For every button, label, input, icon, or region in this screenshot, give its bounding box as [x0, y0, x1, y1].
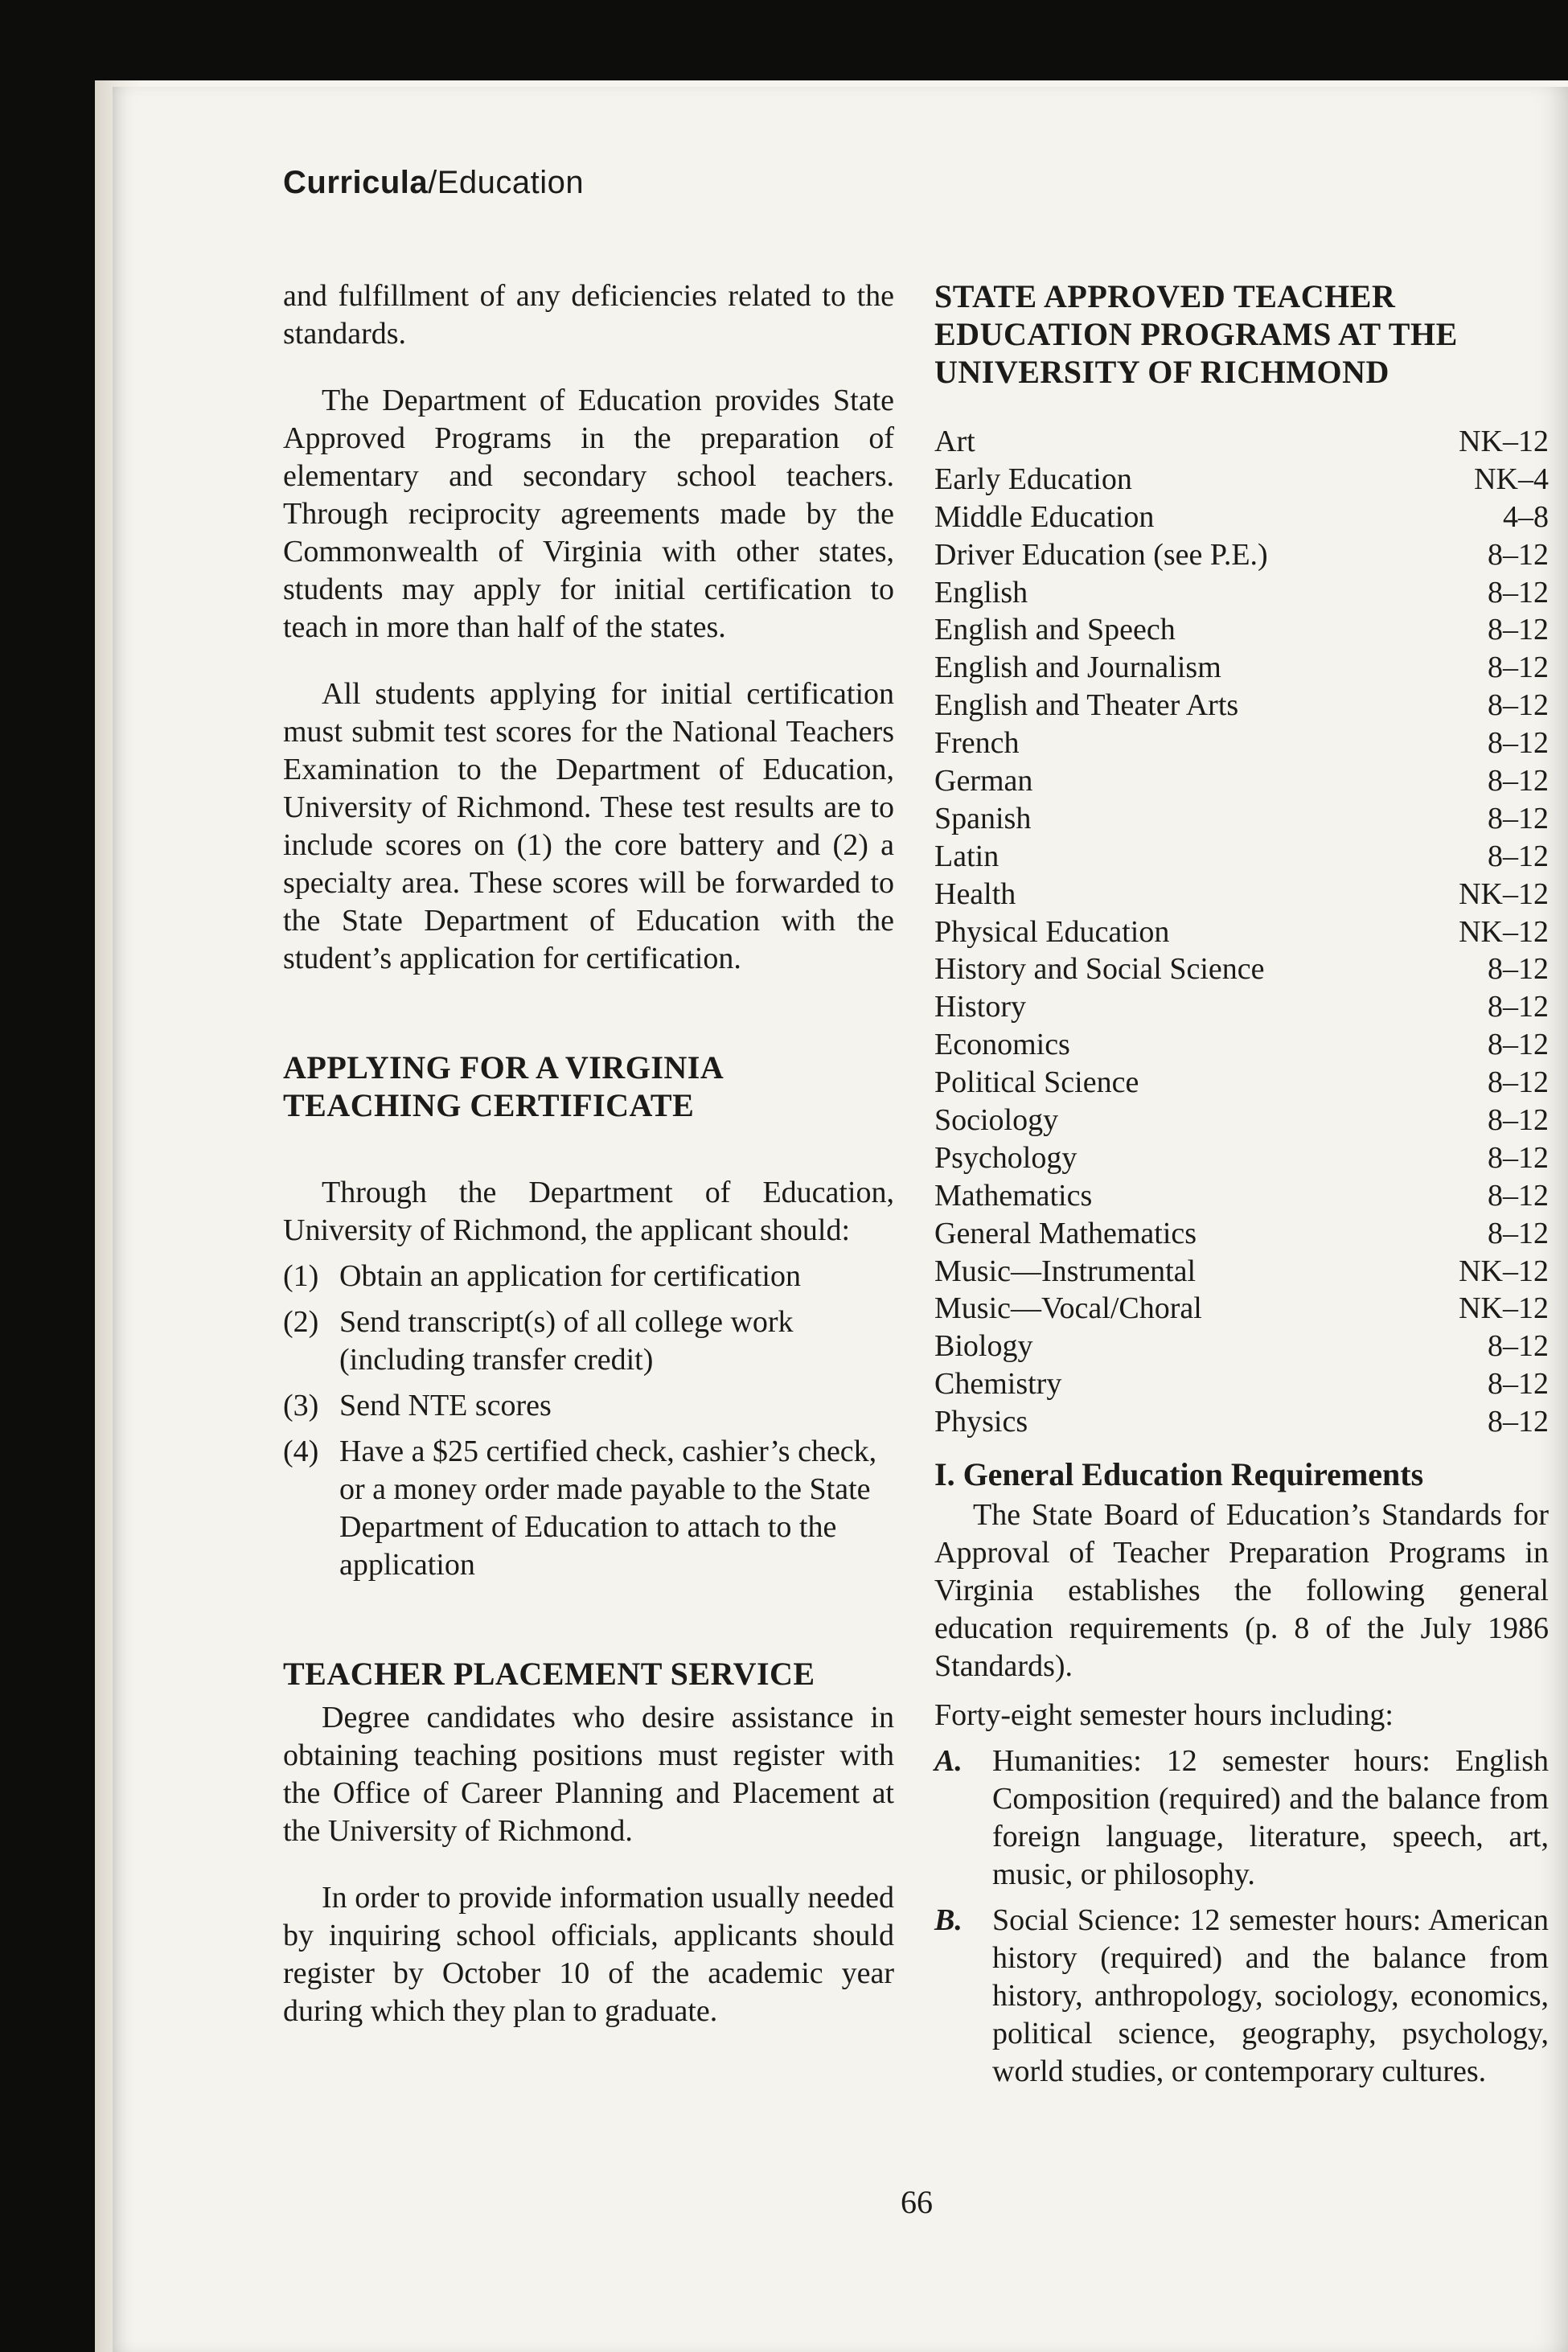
step-number: (4)	[283, 1435, 319, 1468]
program-row	[934, 724, 1549, 762]
program-row	[934, 1139, 1549, 1177]
program-grades: 8–12	[1488, 1178, 1549, 1213]
program-grades: 8–12	[1488, 537, 1549, 572]
step-number: (2)	[283, 1305, 319, 1339]
right-column	[934, 277, 1549, 2091]
step-text: Send transcript(s) of all college work (including transfer credit)	[339, 1305, 794, 1377]
program-row	[934, 499, 1549, 536]
program-name: Health	[934, 876, 1016, 911]
program-grades: 8–12	[1488, 1140, 1549, 1175]
program-name: Chemistry	[934, 1367, 1062, 1402]
page-number: 66	[901, 2184, 933, 2220]
program-grades: 8–12	[1488, 1103, 1549, 1138]
program-row	[934, 1102, 1549, 1139]
program-name: English and Speech	[934, 613, 1176, 647]
step-number: (1)	[283, 1259, 319, 1293]
paragraph-nte-scores: All students applying for initial certification must submit test scores for the National Teachers Examination to the Department of Education, University of Richmond. These test results are to include scores on (1) the core battery and (2) a specialty area. These scores will be forwarded to the State Department of Education with the student’s application for certification.	[283, 677, 894, 975]
program-row	[934, 649, 1549, 687]
step-text: Send NTE scores	[339, 1389, 552, 1422]
program-grades: 8–12	[1488, 1216, 1549, 1250]
program-grades: 8–12	[1488, 575, 1549, 610]
program-name: English and Theater Arts	[934, 688, 1239, 723]
programs-table	[934, 423, 1549, 1441]
program-name: Latin	[934, 839, 999, 873]
program-name: Physical Education	[934, 914, 1170, 949]
application-steps-list	[283, 1258, 894, 1584]
paragraph-applying-intro: Through the Department of Education, University of Richmond, the applicant should:	[283, 1176, 894, 1247]
program-row	[934, 950, 1549, 988]
program-row	[934, 1177, 1549, 1215]
paragraph-state-programs: The Department of Education provides State Approved Programs in the preparation of elementary and secondary school teachers. Through reciprocity agreements made by the Commonwealth of Virginia with other states, students may apply for initial certification to teach in more than half of the states.	[283, 384, 894, 644]
program-grades: 8–12	[1488, 801, 1549, 835]
running-head	[283, 165, 584, 201]
program-row	[934, 876, 1549, 913]
heading-general-education: I. General Education Requirements	[934, 1456, 1424, 1493]
program-name: Physics	[934, 1405, 1028, 1439]
program-name: Psychology	[934, 1140, 1077, 1175]
heading-approved-programs: STATE APPROVED TEACHER EDUCATION PROGRAMS AT THE UNIVERSITY OF RICHMOND	[934, 278, 1458, 390]
program-name: Sociology	[934, 1103, 1059, 1138]
program-row	[934, 913, 1549, 951]
list-item	[283, 1303, 894, 1379]
program-row	[934, 536, 1549, 574]
program-row	[934, 687, 1549, 724]
program-row	[934, 762, 1549, 800]
program-grades: 8–12	[1488, 651, 1549, 685]
paragraph-deficiencies: and fulfillment of any deficiencies related to the standards.	[283, 279, 894, 351]
program-name: French	[934, 726, 1020, 761]
program-row	[934, 574, 1549, 612]
program-grades: NK–12	[1459, 1291, 1549, 1326]
requirement-text: Social Science: 12 semester hours: American history (required) and the balance from history, anthropology, sociology, economics, political science, geography, psychology, world studies, or contemporary cultures.	[992, 1903, 1549, 2089]
program-name: Music—Vocal/Choral	[934, 1291, 1202, 1326]
program-row	[934, 988, 1549, 1026]
program-row	[934, 800, 1549, 838]
program-row	[934, 1026, 1549, 1064]
program-row	[934, 1403, 1549, 1441]
program-grades: 8–12	[1488, 1028, 1549, 1062]
program-name: Early Education	[934, 462, 1132, 496]
running-head-section: Curricula	[283, 165, 429, 200]
program-grades: 8–12	[1488, 726, 1549, 761]
program-grades: 8–12	[1488, 1329, 1549, 1364]
left-column	[283, 277, 894, 2030]
program-name: Mathematics	[934, 1178, 1093, 1213]
program-name: Economics	[934, 1028, 1070, 1062]
program-name: Driver Education (see P.E.)	[934, 537, 1268, 572]
program-name: English and Journalism	[934, 651, 1221, 685]
program-row	[934, 1290, 1549, 1328]
program-grades: 8–12	[1488, 1367, 1549, 1402]
program-grades: 8–12	[1488, 688, 1549, 723]
program-grades: 8–12	[1488, 764, 1549, 798]
program-name: Spanish	[934, 801, 1032, 835]
program-row	[934, 1328, 1549, 1365]
step-number: (3)	[283, 1389, 319, 1422]
paragraph-state-board-standards: The State Board of Education’s Standards for Approval of Teacher Preparation Programs in Virginia establishes the following general education requirements (p. 8 of the July 1986 Standards).	[934, 1498, 1549, 1684]
program-name: Political Science	[934, 1065, 1139, 1100]
program-grades: 8–12	[1488, 990, 1549, 1024]
program-grades: NK–12	[1459, 914, 1549, 949]
list-item	[283, 1433, 894, 1584]
program-name: German	[934, 764, 1033, 798]
program-grades: 4–8	[1503, 499, 1549, 534]
list-item	[283, 1258, 894, 1295]
program-name: Art	[934, 425, 975, 458]
program-grades: 8–12	[1488, 1405, 1549, 1439]
program-name: General Mathematics	[934, 1216, 1197, 1250]
program-name: Biology	[934, 1329, 1033, 1364]
program-grades: NK–12	[1459, 425, 1549, 458]
list-item	[283, 1387, 894, 1425]
program-name: History and Social Science	[934, 952, 1265, 987]
program-row	[934, 611, 1549, 649]
program-grades: NK–12	[1459, 1254, 1549, 1288]
program-grades: NK–4	[1474, 462, 1549, 496]
program-name: Music—Instrumental	[934, 1254, 1197, 1288]
program-grades: 8–12	[1488, 839, 1549, 873]
paragraph-semester-hours: Forty-eight semester hours including:	[934, 1698, 1394, 1733]
program-row	[934, 1215, 1549, 1253]
heading-applying-certificate: APPLYING FOR A VIRGINIA TEACHING CERTIFICATE	[283, 1049, 723, 1123]
running-head-subsection: /Education	[428, 165, 585, 200]
program-name: Middle Education	[934, 499, 1155, 534]
requirement-text: Humanities: 12 semester hours: English Composition (required) and the balance from foreign language, literature, speech, art, music, or philosophy.	[992, 1744, 1549, 1892]
requirement-letter: B.	[934, 1903, 963, 1938]
program-name: English	[934, 575, 1028, 610]
paragraph-placement-deadline: In order to provide information usually needed by inquiring school officials, applicants should register by October 10 of the academic year during which they plan to graduate.	[283, 1881, 894, 2028]
program-name: History	[934, 990, 1026, 1024]
heading-placement-service: TEACHER PLACEMENT SERVICE	[283, 1656, 815, 1692]
program-row	[934, 838, 1549, 876]
program-row	[934, 461, 1549, 499]
program-row	[934, 423, 1549, 461]
program-row	[934, 1365, 1549, 1403]
program-row	[934, 1253, 1549, 1291]
program-grades: NK–12	[1459, 876, 1549, 911]
program-grades: 8–12	[1488, 952, 1549, 987]
paragraph-placement-register: Degree candidates who desire assistance in obtaining teaching positions must register with the Office of Career Planning and Placement at the University of Richmond.	[283, 1701, 894, 1848]
program-row	[934, 1064, 1549, 1102]
requirement-humanities	[934, 1742, 1549, 1894]
step-text: Obtain an application for certification	[339, 1259, 801, 1293]
requirement-letter: A.	[934, 1744, 963, 1779]
step-text: Have a $25 certified check, cashier’s check, or a money order made payable to the State Department of Education to attach to the application	[339, 1435, 877, 1582]
program-grades: 8–12	[1488, 613, 1549, 647]
requirement-social-science	[934, 1902, 1549, 2091]
program-grades: 8–12	[1488, 1065, 1549, 1100]
